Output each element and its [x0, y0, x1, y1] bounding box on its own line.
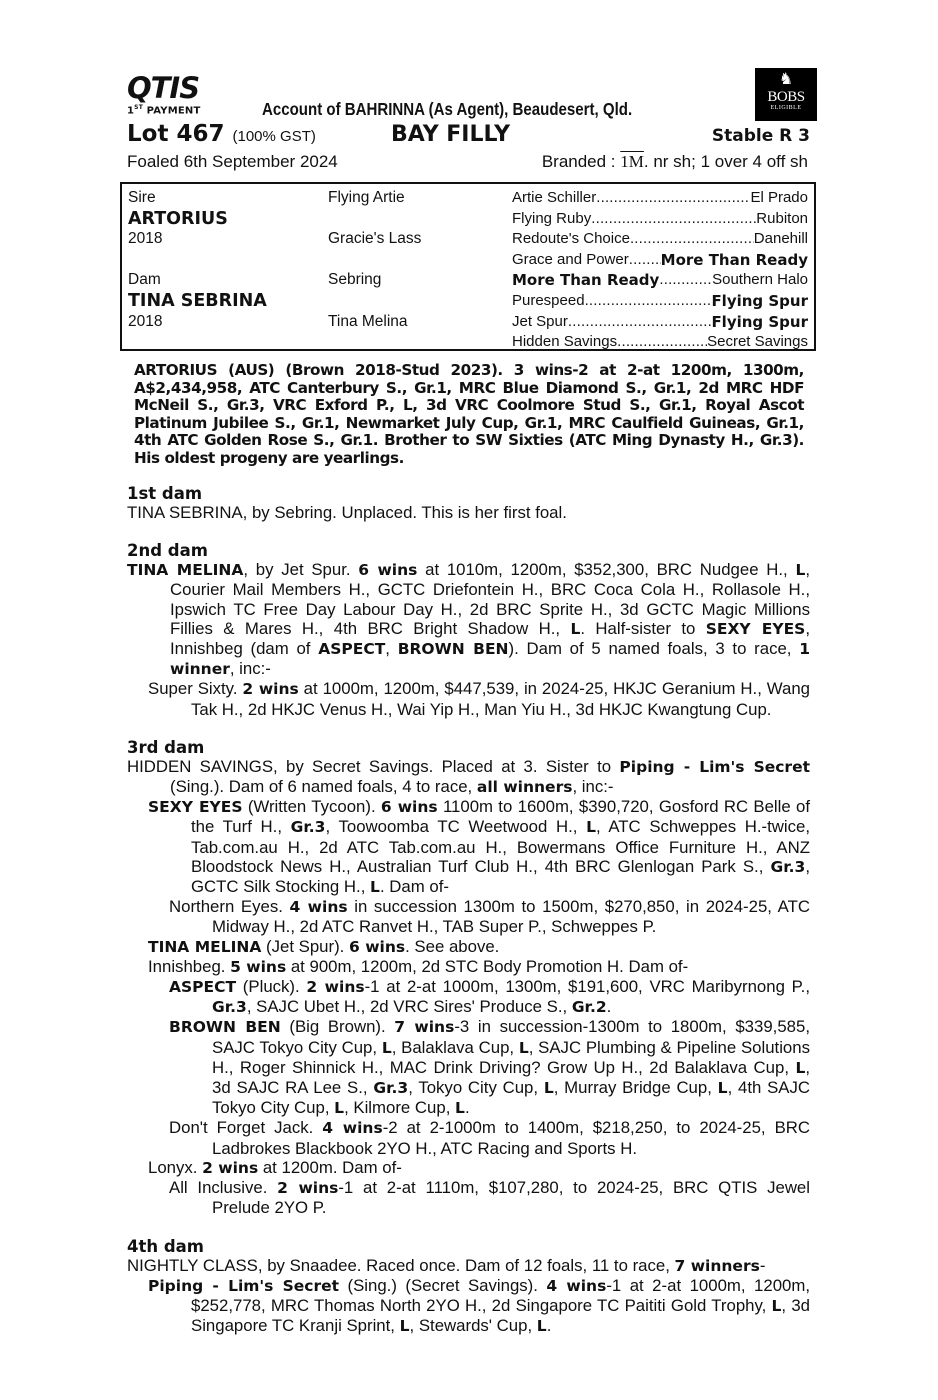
text: (Jet Spur).	[261, 936, 350, 956]
pedigree-label: 2018	[128, 230, 163, 248]
stable-location: Stable R 3	[711, 126, 810, 146]
bold-text: L	[518, 1038, 529, 1057]
lot-title-row	[127, 72, 810, 182]
text: , SAJC Plumbing & Pipeline Solutions H., Roger Shinnick H., MAC Drink Driving? Grow Up H., 2d Balaklava Cup,	[212, 1037, 810, 1077]
text: , Toowoomba TC Weetwood H.,	[325, 817, 587, 837]
text: (Written Tycoon).	[242, 797, 381, 817]
bold-text: L	[334, 1099, 345, 1118]
bold-text: 6 wins	[380, 798, 438, 817]
pedigree-label	[128, 332, 318, 353]
bold-text: 2 wins	[277, 1179, 339, 1198]
bold-text: L	[771, 1296, 782, 1315]
text: , Courier Mail Members H., GCTC Driefontein H., BRC Coca Cola H., Rollasole H., Ipswich TC Free Day Labour Day H., 2d BRC Sprite H., 3d GCTC Magic Millions Fillies & Mares H., 4th BRC Bright Shadow H.,	[170, 560, 810, 638]
pedigree-ancestor-row	[512, 188, 808, 209]
pedigree-label: Dam	[128, 271, 161, 289]
bold-text: L	[795, 561, 806, 580]
text: , SAJC Ubet H., 2d VRC Sires' Produce S.,	[246, 997, 572, 1017]
pedigree-grandparent: Sebring	[328, 271, 382, 289]
bold-text: L	[381, 1038, 392, 1057]
bold-text: BROWN BEN	[169, 1018, 281, 1037]
badge-title: BOBS	[767, 89, 805, 105]
text: NIGHTLY CLASS, by Snaadee. Raced once. Dam of 12 foals, 11 to race,	[127, 1255, 675, 1275]
leader-dots	[630, 229, 754, 250]
pedigree-parent-name: TINA SEBRINA	[128, 290, 267, 311]
section-spacer	[127, 719, 810, 738]
family-entry	[127, 797, 810, 897]
family-entry	[127, 897, 810, 936]
pedigree-grandparent: Tina Melina	[328, 312, 408, 330]
ancestor-dam: More Than Ready	[512, 271, 660, 290]
text: , Stewards' Cup,	[409, 1316, 537, 1336]
text: -2 at 2-1000m to 1400m, $218,250, to 2024-25, BRC Ladbrokes Blackbook 2YO H., ATC Racing and Sports H.	[212, 1118, 811, 1158]
ancestor-dam: Flying Ruby	[512, 209, 592, 227]
brand-details: . nr sh; 1 over 4 off sh	[643, 152, 808, 171]
bold-text: 7 wins	[394, 1018, 455, 1037]
pedigree-grandparent	[328, 209, 508, 230]
leader-dots	[568, 312, 712, 333]
bold-text: Piping - Lim's Secret	[619, 757, 810, 776]
family-entry	[127, 1256, 810, 1276]
bold-text: Gr.3	[290, 818, 326, 837]
text: , Kilmore Cup,	[344, 1098, 456, 1118]
ancestor-sire: Southern Halo	[712, 271, 808, 289]
leader-dots	[591, 209, 756, 230]
bold-text: 7 winners	[674, 1256, 760, 1275]
bold-text: L	[455, 1099, 465, 1118]
text: , inc:-	[229, 659, 271, 679]
pedigree-grandparent	[328, 332, 508, 353]
family-entry	[127, 977, 810, 1017]
logo-ordinal-suffix: ST	[134, 104, 143, 111]
text: , 3d Singapore TC Kranji Sprint,	[191, 1295, 810, 1336]
text: (Sing.). Dam of 6 named foals, 4 to race,	[170, 777, 477, 797]
pedigree-parent-name: ARTORIUS	[128, 208, 228, 229]
text: . Dam of-	[379, 877, 449, 897]
text: , Murray Bridge Cup,	[553, 1078, 718, 1098]
text: , 3d SAJC RA Lee S.,	[212, 1057, 810, 1098]
pedigree-grandparent: Gracie's Lass	[328, 230, 422, 248]
pedigree-grandparent	[328, 291, 508, 312]
family-entry	[127, 1118, 810, 1157]
text: -3 in succession-1300m to 1800m, $339,585, SAJC Tokyo City Cup,	[212, 1017, 810, 1057]
text: Innishbeg.	[148, 956, 231, 976]
pedigree-great-grandparents-column	[512, 188, 808, 353]
ancestor-dam: Grace and Power	[512, 250, 629, 268]
pedigree-ancestor-row	[512, 291, 808, 312]
pedigree-ancestor-row	[512, 270, 808, 291]
bold-text: L	[717, 1079, 728, 1098]
ancestor-sire: El Prado	[750, 189, 808, 206]
text: -1 at 2-at 1110m, $107,280, to 2024-25, BRC QTIS Jewel Prelude 2YO P.	[212, 1178, 810, 1218]
pedigree-label	[128, 250, 318, 271]
lot-sex-colour: BAY FILLY	[391, 122, 511, 147]
ancestor-dam: Hidden Savings	[512, 333, 618, 351]
text: -1 at 2-at 1000m, 1300m, $191,600, VRC Maribyrnong P.,	[364, 977, 810, 997]
leader-dots	[596, 188, 750, 209]
text: at 900m, 1200m, 2d STC Body Promotion H. Dam of-	[286, 956, 689, 976]
bold-text: Gr.2	[571, 998, 607, 1017]
text: (Pluck).	[236, 977, 307, 997]
bold-text: L	[536, 1317, 547, 1336]
bold-text: Gr.3	[770, 857, 806, 876]
brand-description	[542, 152, 808, 172]
pedigree-ancestor-row	[512, 209, 808, 230]
bold-text: SEXY EYES	[705, 619, 806, 638]
bold-text: L	[570, 619, 581, 638]
bold-text: L	[399, 1317, 410, 1336]
bold-text: Piping - Lim's Secret	[148, 1276, 340, 1295]
text: at 1200m. Dam of-	[258, 1157, 402, 1177]
logo-payment-text: PAYMENT	[143, 105, 201, 117]
bold-text: TINA MELINA	[148, 937, 262, 956]
pedigree-parents-column	[128, 188, 318, 353]
text: -	[759, 1255, 766, 1275]
text: . Half-sister to	[580, 618, 706, 638]
pedigree-ancestor-row	[512, 332, 808, 353]
badge-subtitle: ELIGIBLE	[770, 105, 802, 111]
family-entry	[127, 957, 810, 977]
lot-number	[127, 121, 316, 147]
bold-text: 4 wins	[289, 898, 348, 917]
text: HIDDEN SAVINGS, by Secret Savings. Placed at 3. Sister to	[127, 756, 620, 776]
bold-text: 6 wins	[349, 937, 406, 956]
bold-text: ASPECT	[318, 640, 386, 659]
vendor-account: Account of BAHRINNA (As Agent), Beaudesert, Qld.	[262, 99, 633, 119]
bold-text: 2 wins	[202, 1158, 259, 1177]
text: TINA SEBRINA, by Sebring. Unplaced. This is her first foal.	[127, 503, 567, 522]
bold-text: L	[543, 1079, 554, 1098]
ancestor-sire: Rubiton	[756, 209, 808, 227]
female-family	[127, 484, 810, 1336]
family-entry	[127, 937, 810, 957]
family-entry	[127, 503, 810, 522]
section-spacer	[127, 522, 810, 541]
gst-note: (100% GST)	[232, 128, 316, 145]
bold-text: ASPECT	[169, 978, 237, 997]
text: , Tokyo City Cup,	[408, 1078, 544, 1098]
text: Lonyx.	[148, 1157, 203, 1177]
section-heading: 4th dam	[127, 1236, 204, 1256]
family-entry	[127, 1276, 810, 1337]
text: ). Dam of 5 named foals, 3 to race,	[508, 639, 800, 659]
text: , inc:-	[572, 777, 614, 797]
text: .	[546, 1316, 552, 1336]
bold-text: 4 wins	[546, 1276, 607, 1295]
ancestor-sire: More Than Ready	[660, 250, 808, 269]
ancestor-dam: Redoute's Choice	[512, 230, 630, 248]
bold-text: 2 wins	[306, 978, 365, 997]
pedigree-grandparents-column	[328, 188, 508, 353]
family-entry	[127, 1017, 810, 1118]
text: 1100m to 1600m, $390,720, Gosford RC Belle of the Turf H.,	[191, 797, 810, 837]
branded-label: Branded :	[541, 152, 621, 171]
lot-label: Lot 467	[127, 121, 225, 147]
ancestor-dam: Purespeed	[512, 291, 585, 309]
text: , by Jet Spur.	[243, 560, 359, 580]
family-entry	[127, 560, 810, 679]
pedigree-grandparent	[328, 250, 508, 271]
qtis-logo-word: QTIS	[127, 71, 200, 105]
text: , Balaklava Cup,	[391, 1037, 519, 1057]
text: , ATC Schweppes H.-twice, Tab.com.au H., 2d ATC Tab.com.au H., Bowermans Office Furniture H., ANZ Bloodstock News H., Australian Turf Club H., 4th BRC Glenlogan Park S.,	[191, 817, 810, 876]
text: (Sing.) (Secret Savings).	[339, 1275, 547, 1295]
text: ,	[385, 639, 398, 659]
text: (Big Brown).	[280, 1017, 395, 1037]
text: Super Sixty.	[148, 679, 243, 699]
family-entry	[127, 679, 810, 718]
bold-text: BROWN BEN	[397, 640, 509, 659]
leader-dots	[629, 250, 661, 271]
text: , Innishbeg (dam of	[170, 618, 811, 659]
text: .	[606, 997, 612, 1017]
bold-text: L	[586, 818, 596, 837]
section-heading: 2nd dam	[127, 541, 208, 561]
family-entry	[127, 1178, 810, 1217]
text: at 1000m, 1200m, $447,539, in 2024-25, HKJC Geranium H., Wang Tak H., 2d HKJC Venus H., Wai Yip H., Man Yiu H., 3d HKJC Kwangtung Cup.	[191, 679, 810, 719]
text: Don't Forget Jack.	[169, 1118, 323, 1138]
bold-text: 2 wins	[242, 680, 299, 699]
section-spacer	[127, 1218, 810, 1237]
ancestor-sire: Flying Spur	[711, 291, 808, 310]
text: in succession 1300m to 1500m, $270,850, in 2024-25, ATC Midway H., 2d ATC Ranvet H., TAB Super P., Schweppes P.	[212, 897, 810, 937]
pedigree-ancestor-row	[512, 229, 808, 250]
text: , GCTC Silk Stocking H.,	[191, 856, 810, 897]
ancestor-dam: Jet Spur	[512, 312, 568, 330]
leader-dots	[617, 332, 707, 353]
bold-text: Gr.3	[373, 1079, 409, 1098]
section-heading: 3rd dam	[127, 737, 205, 757]
foaled-date: Foaled 6th September 2024	[127, 152, 338, 171]
pedigree-table	[120, 182, 816, 351]
bold-text: 6 wins	[358, 561, 418, 580]
pedigree-grandparent: Flying Artie	[328, 189, 405, 206]
leader-dots	[659, 270, 712, 291]
text: Northern Eyes.	[169, 897, 290, 917]
logo-ordinal: 1	[127, 105, 135, 117]
ancestor-dam: Artie Schiller	[512, 189, 597, 206]
text: -1 at 2-at 1000m, 1200m, $252,778, MRC Thomas North 2YO H., 2d Singapore TC Paititi Gold Trophy,	[191, 1275, 811, 1315]
text: at 1010m, 1200m, $352,300, BRC Nudgee H.,	[417, 560, 796, 580]
pedigree-label: 2018	[128, 312, 163, 330]
pedigree-label: Sire	[128, 189, 156, 206]
text: All Inclusive.	[169, 1178, 278, 1198]
text: .	[464, 1098, 470, 1118]
family-entry	[127, 1158, 810, 1178]
horse-head-icon: ♞	[778, 71, 794, 88]
bold-text: L	[370, 878, 380, 897]
text: . See above.	[405, 936, 500, 956]
bold-text: 4 wins	[322, 1119, 383, 1138]
bold-text: Gr.3	[212, 998, 247, 1017]
brand-mark: 1M	[620, 152, 644, 171]
pedigree-ancestor-row	[512, 312, 808, 333]
text: , 4th SAJC Tokyo City Cup,	[212, 1078, 810, 1118]
bold-text: SEXY EYES	[148, 798, 243, 817]
bold-text: all winners	[476, 778, 573, 797]
bold-text: 1 winner	[170, 640, 810, 679]
leader-dots	[585, 291, 712, 312]
sire-summary: ARTORIUS (AUS) (Brown 2018-Stud 2023). 3 wins-2 at 2-at 1200m, 1300m, A$2,434,958, ATC Canterbury S., Gr.1, MRC Blue Diamond S., Gr.1, 2d MRC HDF McNeil S., Gr.3, VRC Exford P., L, 3d VRC Coolmore Stud S., Gr.1, Royal Ascot Platinum Jubilee S., Gr.1, Newmarket July Cup, Gr.1, MRC Caulfield Guineas, Gr.1, 4th ATC Golden Rose S., Gr.1. Brother to SW Sixties (ATC Ming Dynasty H., Gr.3). His oldest progeny are yearlings.	[134, 361, 804, 467]
ancestor-sire: Danehill	[753, 230, 808, 248]
family-entry	[127, 757, 810, 797]
ancestor-sire: Secret Savings	[707, 333, 808, 351]
section-heading: 1st dam	[127, 484, 203, 503]
pedigree-ancestor-row	[512, 250, 808, 271]
ancestor-sire: Flying Spur	[711, 312, 808, 331]
bold-text: L	[795, 1058, 806, 1077]
bold-text: 5 wins	[230, 957, 287, 976]
bold-text: TINA MELINA	[127, 561, 244, 580]
